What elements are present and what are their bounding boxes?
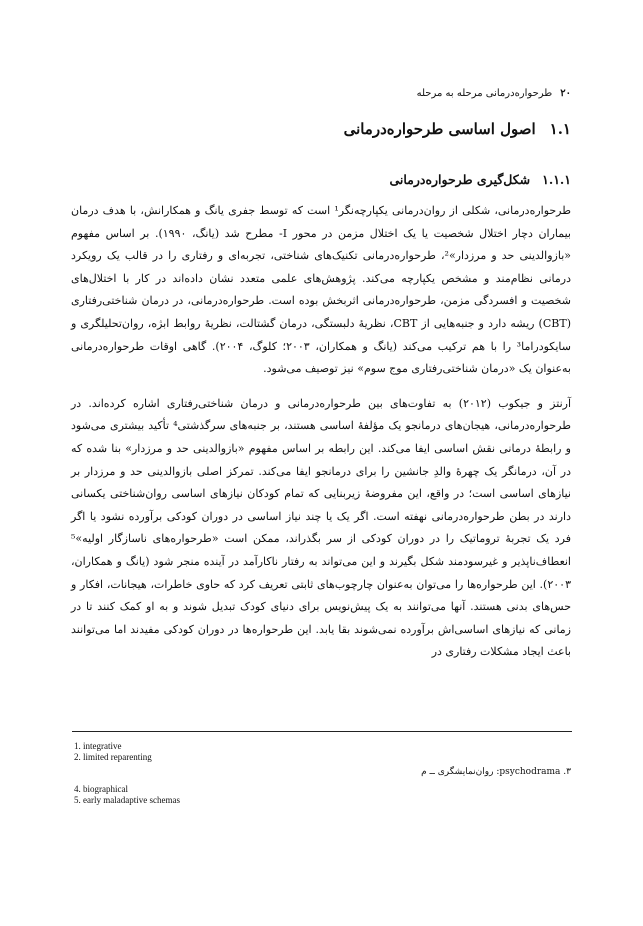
- footnote-divider: [72, 731, 572, 732]
- page-number: ۲۰: [560, 88, 571, 99]
- section-heading: [71, 120, 571, 138]
- footnote-2: 2. limited reparenting: [74, 752, 152, 762]
- section-number: ۱.۱: [549, 120, 571, 138]
- footnote-1: 1. integrative: [74, 741, 122, 751]
- running-title: طرحواره‌درمانی مرحله به مرحله: [416, 88, 553, 99]
- paragraph-2: آرنتز و جیکوب (۲۰۱۲) به تفاوت‌های بین طرحواره‌درمانی و درمان شناختی‌رفتاری اشاره کرده‌اند. در طرحواره‌درمانی، هیجان‌های درمانجو یک مؤلفهٔ اساسی هستند، بر جنبه‌های سرگذشتی⁴ تأکید بیشتری می‌شود و رابطهٔ درمانی نقش اساسی ایفا می‌کند. این رابطه بر اساس مفهوم «بازوالدینی حد و مرزدار» بنا شده که در آن، درمانگر یک چهرهٔ والدِ جانشین را برای درمانجو ایفا می‌کند. تمرکز اصلی بازوالدینی حد و مرزدار بر نیازهای اساسی است؛ در واقع، این مفروضهٔ زیربنایی که تمام کودکان نیازهای اساسی روان‌شناختی یکسانی دارند در بطن طرحواره‌درمانی نهفته است. اگر یک یا چند نیاز اساسی در دوران کودکی برآورده نشود یا اگر فرد یک تجربهٔ تروماتیک را در دوران کودکی از سر بگذراند، ممکن است «طرحواره‌های ناسازگار اولیه»⁵ انعطاف‌ناپذیر و غیرسودمند شکل بگیرند و این می‌تواند به رفتار ناکارآمد در آینده منجر شود (یانگ و همکاران، ۲۰۰۳). این طرحواره‌ها را می‌توان به‌عنوان چارچوب‌های ثابتی تعریف کرد که حاوی خاطرات، هیجانات، افکار و حس‌های بدنی هستند. آنها می‌توانند به یک پیش‌نویس برای دنیای کودک تبدیل شوند و به او کمک کنند تا در زمانی که نیازهای اساسی‌اش برآورده نمی‌شوند بقا یابد. این طرحواره‌ها در دوران کودکی مفیدند اما می‌توانند باعث ایجاد مشکلات رفتاری در: [71, 396, 571, 659]
- footnote-5: 5. early maladaptive schemas: [74, 795, 180, 805]
- section-title: اصول اساسی طرحواره‌درمانی: [343, 120, 536, 138]
- footnote-4: 4. biographical: [74, 784, 128, 794]
- footnote-3: ۳. psychodrama: روان‌نمایشگری ــ م: [421, 767, 571, 777]
- subsection-number: ۱.۱.۱: [542, 172, 571, 187]
- subsection-heading: [71, 172, 571, 187]
- body-text: [71, 200, 571, 676]
- paragraph-1: طرحواره‌درمانی، شکلی از روان‌درمانی یکپارچه‌نگر¹ است که توسط جفری یانگ و همکارانش، با هدف درمان بیماران دچار اختلال شخصیت یا یک اختلال مزمن در محور I- مطرح شد (یانگ، ۱۹۹۰). بر اساس مفهوم «بازوالدینی حد و مرزدار»²، طرحواره‌درمانی تکنیک‌های شناختی، تجربه‌ای و رفتاری را در قالب یک رویکرد درمانی نظام‌مند و مشخص یکپارچه می‌کند. پژوهش‌های علمی متعدد نشان داده‌اند در کار با اختلال‌های شخصیت و افسردگی مزمن، طرحواره‌درمانی اثربخش بوده است. طرحواره‌درمانی، در درمان شناختی‌رفتاری (CBT) ریشه دارد و جنبه‌هایی از CBT، نظریهٔ دلبستگی، درمان گشتالت، نظریهٔ روابط ابژه، روان‌تحلیلگری و سایکودراما³ را با هم ترکیب می‌کند (یانگ و همکاران، ۲۰۰۳؛ کلوگ، ۲۰۰۴). گاهی اوقات طرحواره‌درمانی به‌عنوان یک «درمان شناختی‌رفتاری موج سوم» نیز توصیف می‌شود.: [71, 204, 572, 376]
- running-header: [71, 88, 571, 99]
- subsection-title: شکل‌گیری طرحواره‌درمانی: [389, 172, 531, 187]
